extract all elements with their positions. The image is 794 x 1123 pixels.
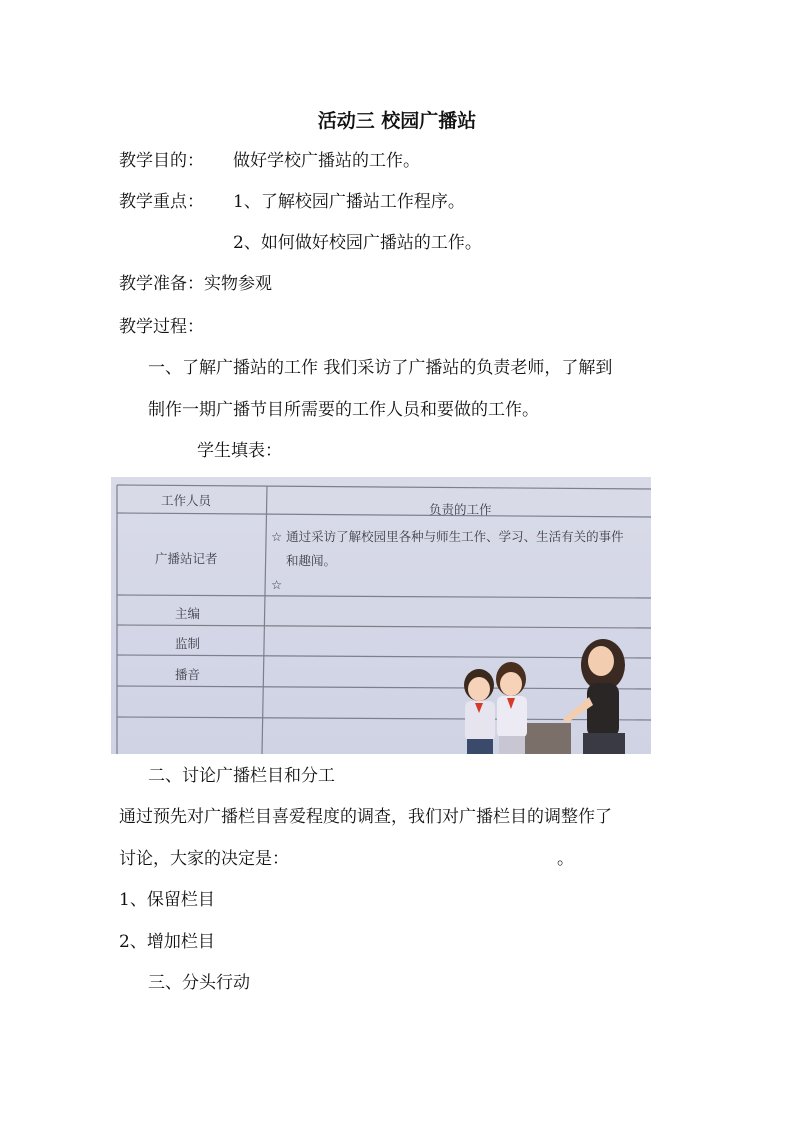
process-label: 教学过程： <box>119 317 204 337</box>
section2-item-2: 2、增加栏目 <box>119 932 215 952</box>
objective-label: 教学目的： <box>119 151 204 171</box>
textbook-table-photo <box>111 477 651 754</box>
section2-line1: 通过预先对广播栏目喜爱程度的调查，我们对广播栏目的调整作了 <box>119 807 612 827</box>
focus-item-2: 2、如何做好校园广播站的工作。 <box>233 233 482 253</box>
table-row-announcer-role: 播音 <box>175 667 201 682</box>
section2-heading: 二、讨论广播栏目和分工 <box>148 766 335 786</box>
section2-item-1: 1、保留栏目 <box>119 890 215 910</box>
table-row-reporter-duty-line2: 和趣闻。 <box>286 553 337 568</box>
page-title: 活动三 校园广播站 <box>317 110 477 132</box>
focus-label: 教学重点： <box>119 192 204 212</box>
table-row-editor-role: 主编 <box>175 606 201 621</box>
table-header-staff: 工作人员 <box>161 493 212 508</box>
table-header-duty: 负责的工作 <box>429 502 492 517</box>
section2-line2-end: 。 <box>557 849 574 869</box>
table-row-supervisor-role: 监制 <box>175 636 201 651</box>
focus-item-1: 1、了解校园广播站工作程序。 <box>233 192 465 212</box>
section1-line1: 一、了解广播站的工作 我们采访了广播站的负责老师，了解到 <box>148 358 613 378</box>
preparation-line: 教学准备：实物参观 <box>119 274 272 294</box>
teacher-students-illustration <box>451 635 651 754</box>
table-row-reporter-role: 广播站记者 <box>155 551 218 566</box>
table-row-reporter-duty-line1: ☆ 通过采访了解校园里各种与师生工作、学习、生活有关的事件 <box>271 529 624 544</box>
section3-heading: 三、分头行动 <box>148 973 250 993</box>
table-row-reporter-star2: ☆ <box>271 577 283 592</box>
objective-text: 做好学校广播站的工作。 <box>233 151 420 171</box>
form-label: 学生填表： <box>197 441 282 461</box>
section1-line2: 制作一期广播节目所需要的工作人员和要做的工作。 <box>148 400 539 420</box>
section2-line2: 讨论，大家的决定是： <box>119 849 289 869</box>
